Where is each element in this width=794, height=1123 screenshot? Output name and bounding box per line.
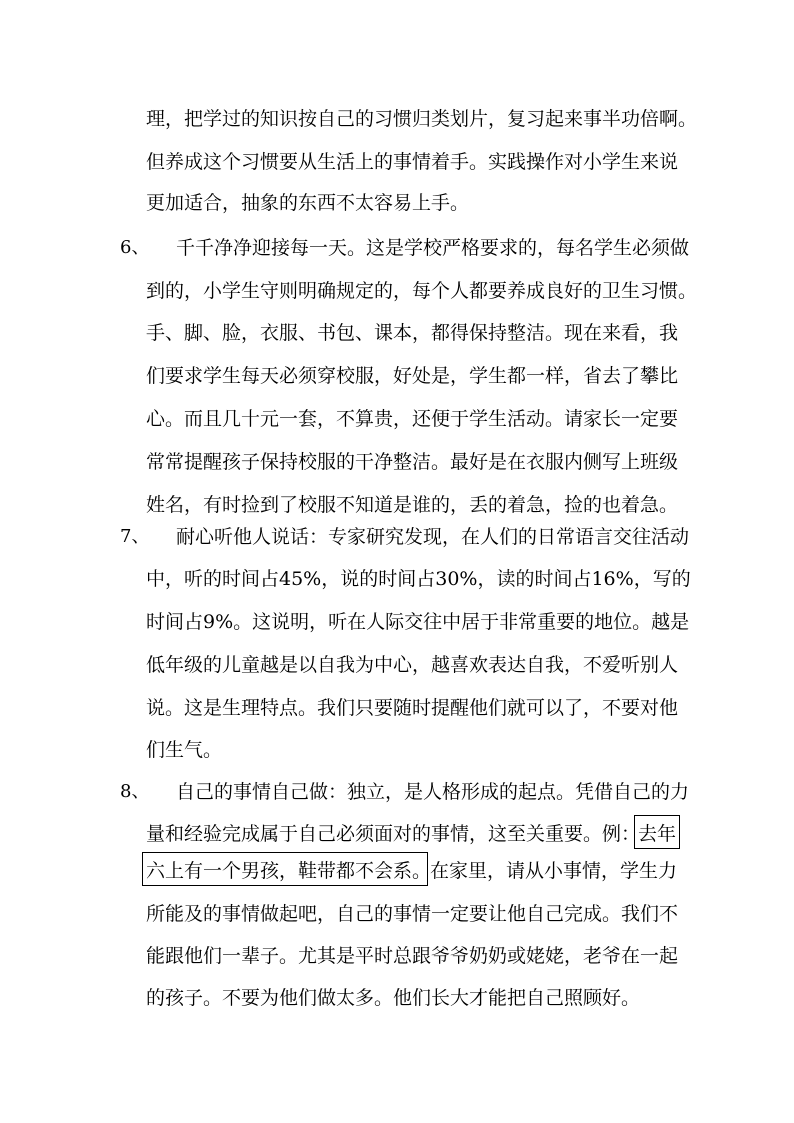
text-line: 常常提醒孩子保持校服的干净整洁。最好是在衣服内侧写上班级 xyxy=(146,451,679,473)
text-line: 自己的事情自己做：独立，是人格形成的起点。凭借自己的力 xyxy=(176,781,690,803)
item-number: 6、 xyxy=(120,237,150,258)
text-line: 到的，小学生守则明确规定的，每个人都要养成良好的卫生习惯。 xyxy=(146,280,698,302)
text-line: 心。而且几十元一套，不算贵，还便于学生活动。请家长一定要 xyxy=(146,408,679,430)
text-line: 能跟他们一辈子。尤其是平时总跟爷爷奶奶或姥姥，老爷在一起 xyxy=(146,945,679,967)
text-line: 千千净净迎接每一天。这是学校严格要求的，每名学生必须做 xyxy=(176,237,690,259)
text-line: 理，把学过的知识按自己的习惯归类划片，复习起来事半功倍啊。 xyxy=(146,108,698,130)
boxed-text: 六上有一个男孩，鞋带都不会系。 xyxy=(146,860,432,882)
text-line: 量和经验完成属于自己必须面对的事情，这至关重要。例： xyxy=(146,823,641,845)
item-number: 8、 xyxy=(120,781,150,802)
text-line: 中，听的时间占45%，说的时间占30%，读的时间占16%，写的 xyxy=(146,568,691,590)
text-line: 姓名，有时捡到了校服不知道是谁的，丢的着急，捡的也着急。 xyxy=(146,494,679,516)
text-line: 更加适合，抽象的东西不太容易上手。 xyxy=(146,192,470,214)
text-line: 在家里，请从小事情，学生力 xyxy=(430,860,678,882)
text-line: 说。这是生理特点。我们只要随时提醒他们就可以了，不要对他 xyxy=(146,697,679,719)
text-line: 们要求学生每天必须穿校服，好处是，学生都一样，省去了攀比 xyxy=(146,365,679,387)
text-line: 的孩子。不要为他们做太多。他们长大才能把自己照顾好。 xyxy=(146,987,641,1009)
text-line: 耐心听他人说话：专家研究发现，在人们的日常语言交往活动 xyxy=(176,526,690,548)
text-line: 低年级的儿童越是以自我为中心，越喜欢表达自我，不爱听别人 xyxy=(146,654,679,676)
text-line: 们生气。 xyxy=(146,739,223,761)
boxed-text: 去年 xyxy=(638,823,677,845)
text-line: 手、脚、脸，衣服、书包、课本，都得保持整洁。现在来看，我 xyxy=(146,322,679,344)
text-line: 但养成这个习惯要从生活上的事情着手。实践操作对小学生来说 xyxy=(146,151,679,173)
item-number: 7、 xyxy=(120,526,150,547)
text-line: 所能及的事情做起吧，自己的事情一定要让他自己完成。我们不 xyxy=(146,903,679,925)
text-line: 时间占9%。这说明，听在人际交往中居于非常重要的地位。越是 xyxy=(146,611,690,633)
